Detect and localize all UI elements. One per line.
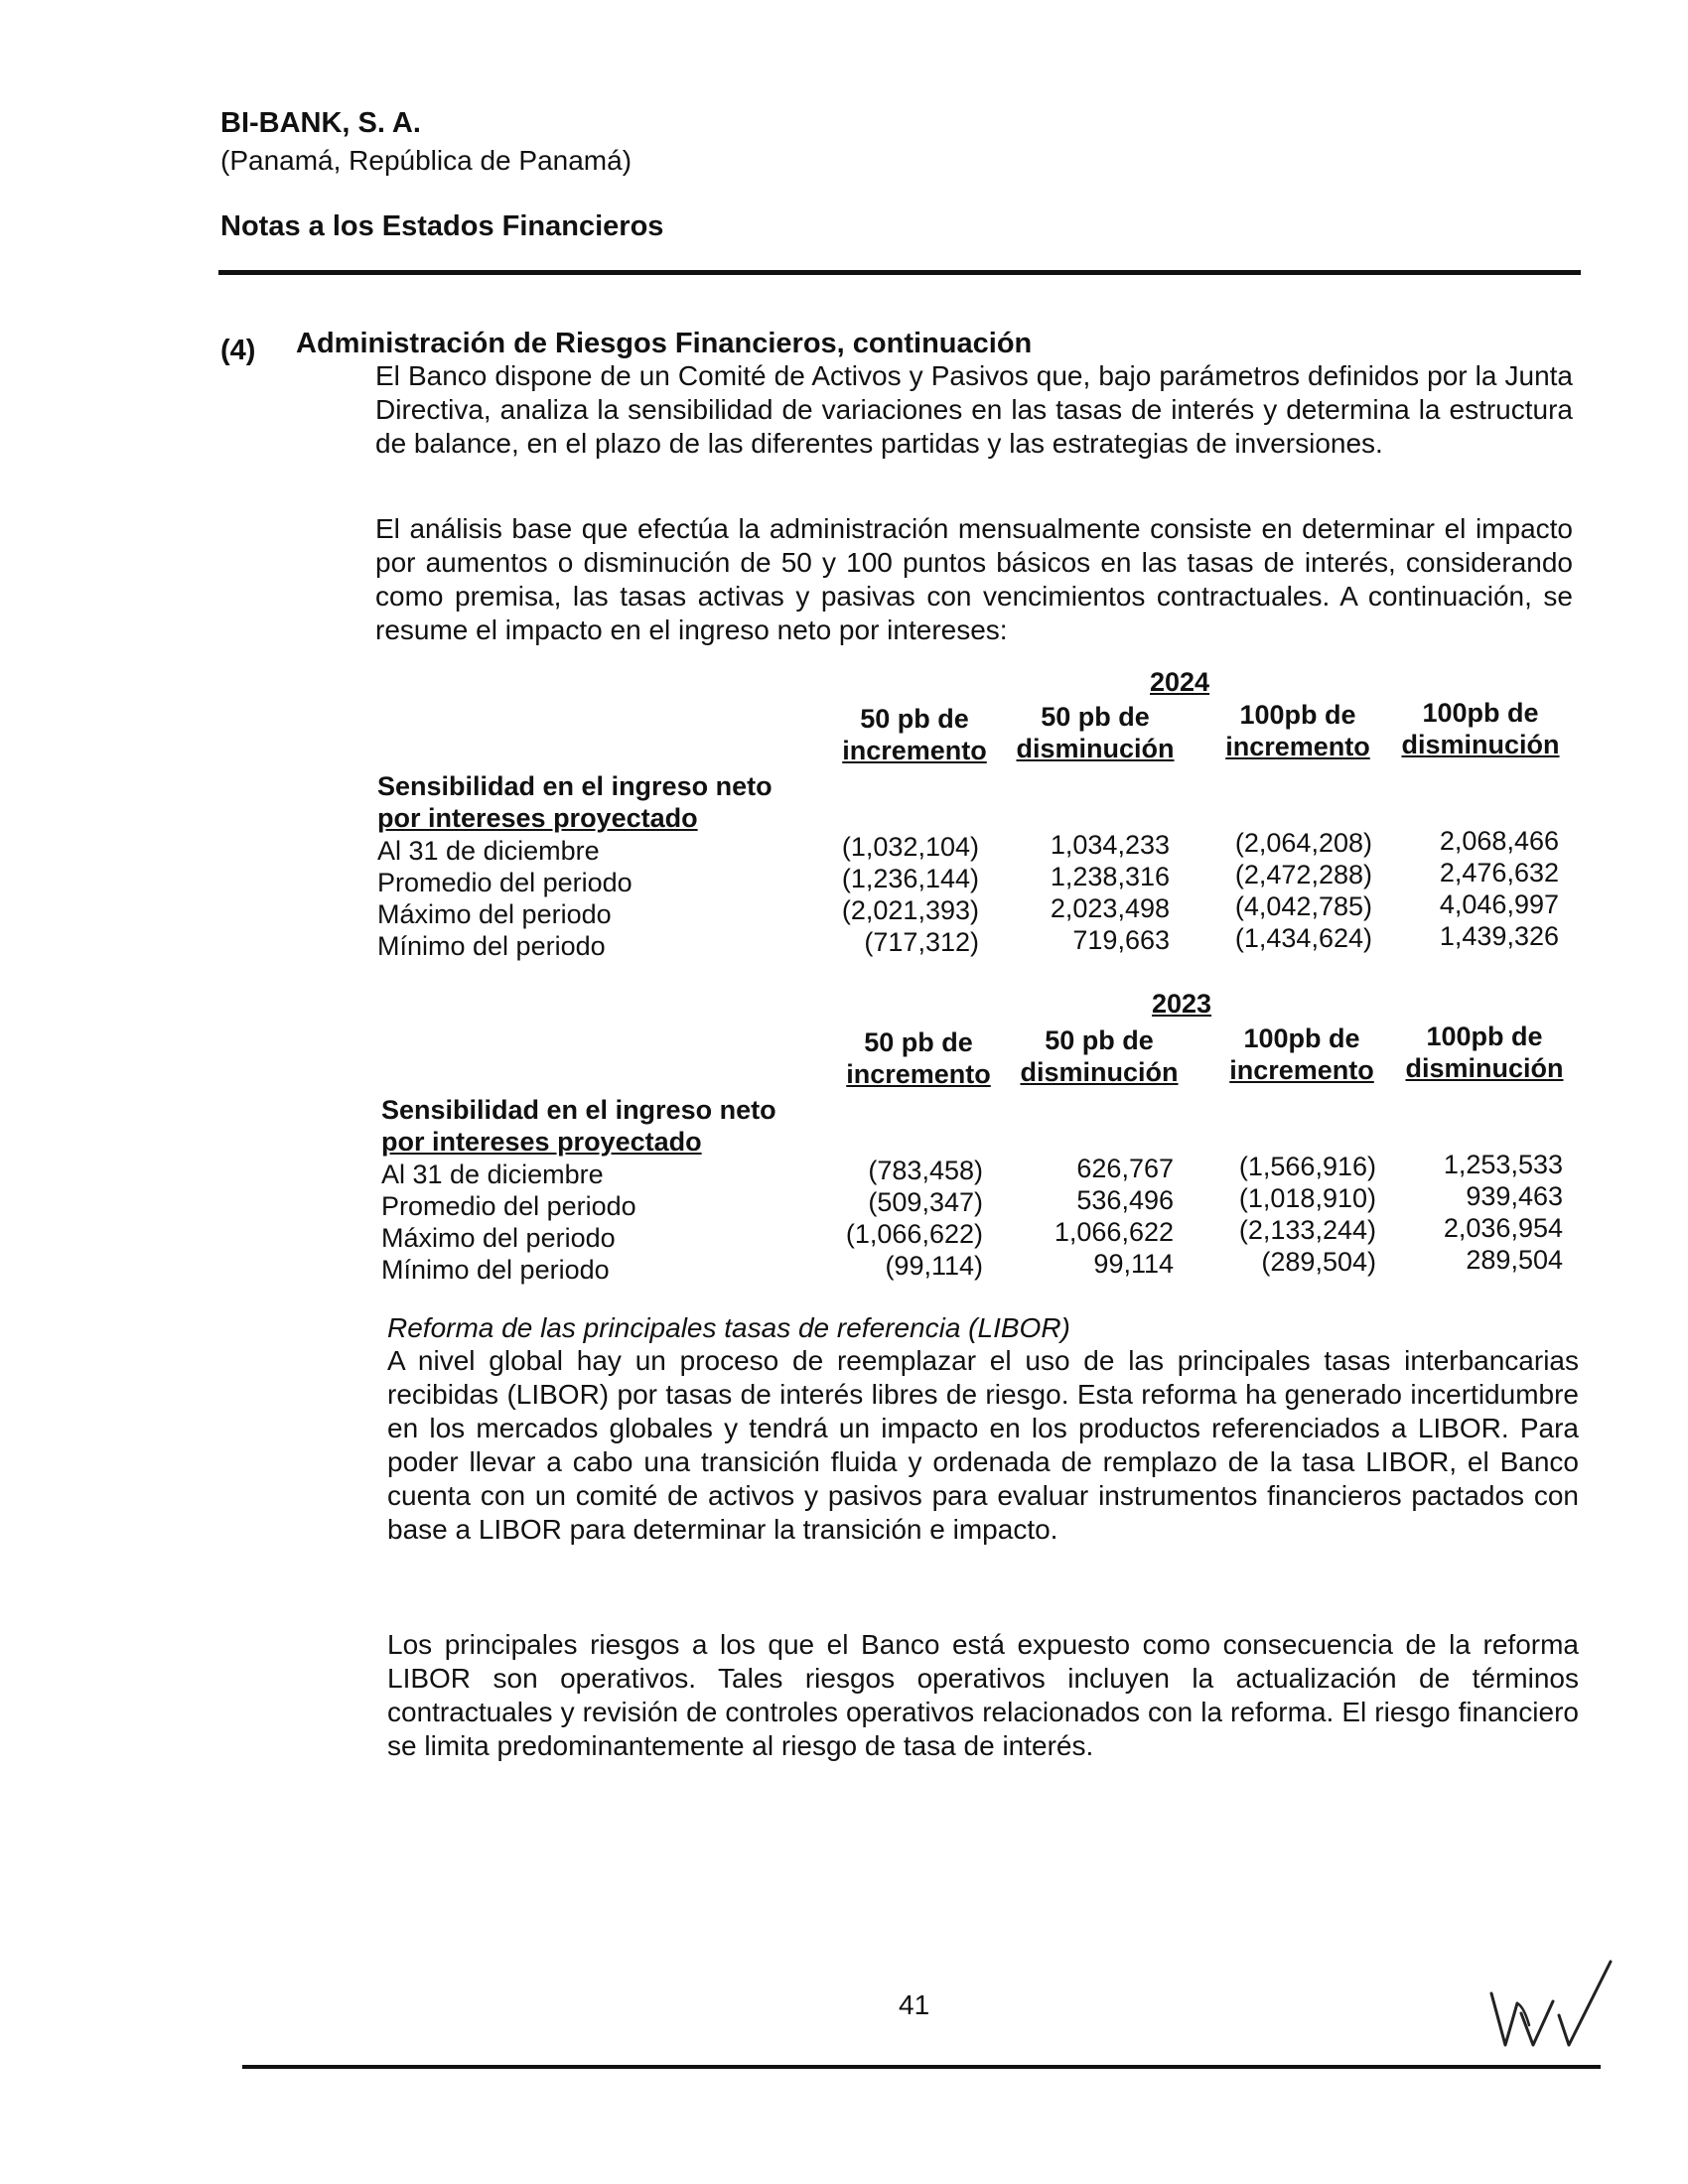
table-year: 2024 [1150, 667, 1210, 697]
table-cell: 289,504 [1466, 1245, 1563, 1275]
table-cell: (1,066,622) [845, 1219, 983, 1249]
column-header: 50 pb de incremento [842, 704, 987, 765]
column-header: 50 pb de disminución [1016, 702, 1175, 763]
section-number: (4) [220, 335, 256, 366]
column-header: 50 pb de incremento [846, 1027, 991, 1089]
table-cell: 939,463 [1466, 1181, 1563, 1211]
row-label: Máximo del periodo [381, 1223, 616, 1253]
table-cell: (289,504) [1261, 1247, 1376, 1277]
table-cell: 719,663 [1072, 925, 1170, 955]
row-label: Mínimo del periodo [381, 1255, 610, 1285]
section-title: Administración de Riesgos Financieros, continuación [296, 328, 1033, 359]
signature-icon [1477, 1954, 1626, 2053]
row-label: Al 31 de diciembre [381, 1160, 604, 1189]
table-cell: (1,018,910) [1238, 1183, 1376, 1213]
table-cell: (1,236,144) [841, 864, 979, 893]
table-cell: (2,472,288) [1234, 860, 1372, 889]
footer-divider [242, 2065, 1601, 2069]
table-cell: 1,439,326 [1439, 921, 1559, 951]
document-title: Notas a los Estados Financieros [220, 210, 664, 242]
row-label: Al 31 de diciembre [377, 836, 600, 866]
column-header: 100pb de disminución [1405, 1022, 1564, 1083]
row-label: Mínimo del periodo [377, 931, 606, 961]
paragraph-libor-reform: A nivel global hay un proceso de reemplazar el uso de las principales tasas interbancarias recibidas (LIBOR) por tasas de interés libres de riesgo. Esta reforma ha generado incertidumbre en los mercados globales y tendrá un impacto en los productos referenciados a LIBOR. Para poder llevar a cabo una transición fluida y ordenada de remplazo de la tasa LIBOR, el Banco cuenta con un comité de activos y pasivos para evaluar instrumentos financieros pactados con base a LIBOR para determinar la transición e impacto. [387, 1345, 1579, 1545]
table-cell: 1,238,316 [1050, 862, 1170, 891]
table-cell: (2,021,393) [841, 895, 979, 925]
paragraph-libor-risks: Los principales riesgos a los que el Banco está expuesto como consecuencia de la reforma LIBOR son operativos. Tales riesgos operativos incluyen la actualización de términos contractuales y revisión de controles operativos relacionados con la reforma. El riesgo financiero se limita predominantemente al riesgo de tasa de interés. [387, 1629, 1579, 1761]
page-number: 41 [899, 1989, 930, 2020]
column-header: 100pb de incremento [1229, 1024, 1374, 1085]
table-cell: (4,042,785) [1234, 891, 1372, 921]
table-cell: 1,253,533 [1443, 1150, 1563, 1179]
table-cell: (2,064,208) [1234, 828, 1372, 858]
table-cell: 626,767 [1076, 1154, 1174, 1183]
table-cell: 2,068,466 [1439, 826, 1559, 856]
paragraph-committee: El Banco dispone de un Comité de Activos y Pasivos que, bajo parámetros definidos por la Junta Directiva, analiza la sensibilidad de variaciones en las tasas de interés y determina la estructura de balance, en el plazo de las diferentes partidas y las estrategias de inversiones. [375, 360, 1573, 459]
row-label: Máximo del periodo [377, 899, 612, 929]
company-location: (Panamá, República de Panamá) [220, 145, 633, 176]
table-cell: 99,114 [1093, 1249, 1174, 1279]
table-cell: 2,023,498 [1050, 893, 1170, 923]
table-cell: 536,496 [1076, 1185, 1174, 1215]
column-header: 50 pb de disminución [1020, 1025, 1179, 1087]
libor-heading: Reforma de las principales tasas de referencia (LIBOR) [387, 1312, 1070, 1343]
column-header: 100pb de disminución [1401, 698, 1560, 759]
row-label: Promedio del periodo [381, 1191, 636, 1221]
table-cell: (99,114) [885, 1251, 983, 1281]
row-header: Sensibilidad en el ingreso neto por intereses proyectado [377, 771, 773, 833]
table-cell: (1,566,916) [1238, 1152, 1376, 1181]
table-cell: (717,312) [864, 927, 979, 957]
table-cell: (509,347) [868, 1187, 983, 1217]
row-header: Sensibilidad en el ingreso neto por intereses proyectado [381, 1095, 776, 1157]
table-cell: (1,032,104) [841, 832, 979, 862]
column-header: 100pb de incremento [1225, 700, 1370, 761]
table-cell: (2,133,244) [1238, 1215, 1376, 1245]
paragraph-analysis: El análisis base que efectúa la administración mensualmente consiste en determinar el impacto por aumentos o disminución de 50 y 100 puntos básicos en las tasas de interés, considerando como premisa, las tasas activas y pasivas con vencimientos contractuales. A continuación, se resume el impacto en el ingreso neto por intereses: [375, 513, 1573, 645]
table-cell: 1,066,622 [1054, 1217, 1174, 1247]
row-label: Promedio del periodo [377, 868, 633, 897]
table-year: 2023 [1152, 989, 1212, 1019]
table-cell: (1,434,624) [1234, 923, 1372, 953]
table-cell: 1,034,233 [1050, 830, 1170, 860]
company-name: BI-BANK, S. A. [220, 107, 421, 139]
table-cell: (783,458) [868, 1156, 983, 1185]
table-cell: 2,036,954 [1443, 1213, 1563, 1243]
table-cell: 2,476,632 [1439, 858, 1559, 887]
table-cell: 4,046,997 [1439, 889, 1559, 919]
